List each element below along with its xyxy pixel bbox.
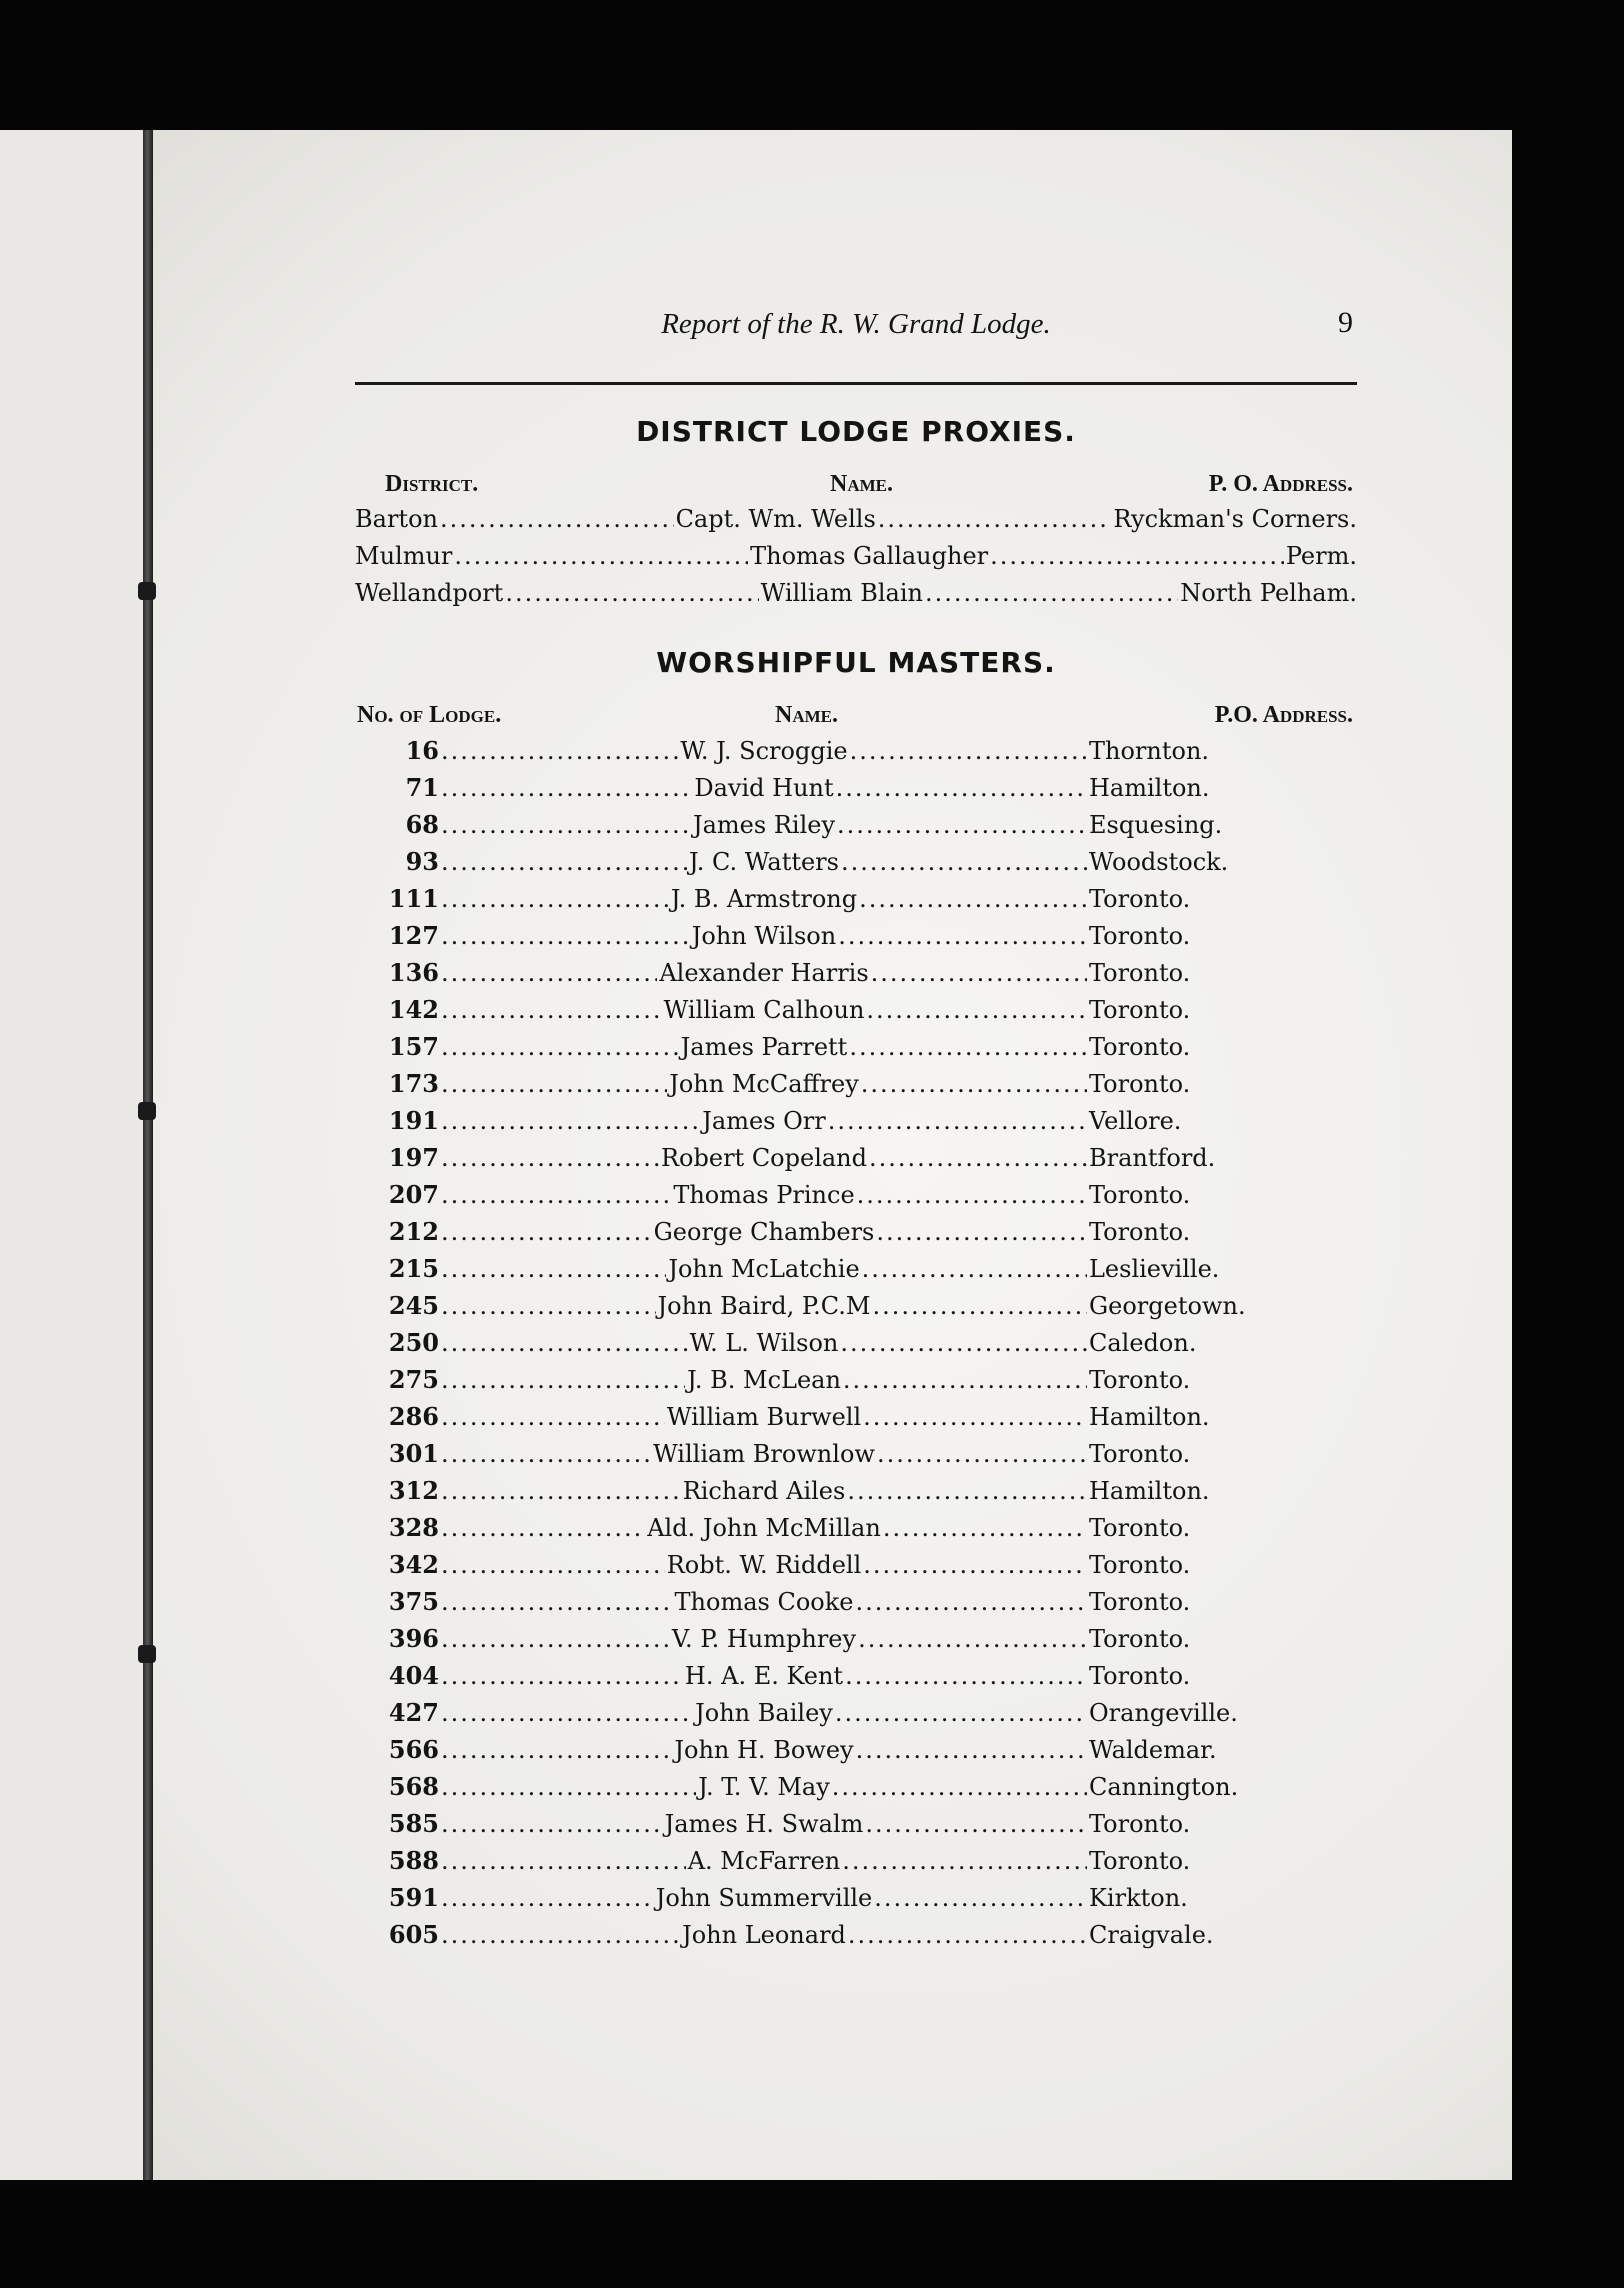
leader-dots [863,1551,1087,1579]
lodge-number-cell: 568 [388,1772,439,1801]
lodge-number-cell: 342 [388,1550,439,1579]
lodge-number-cell: 427 [388,1698,439,1727]
leader-dots [441,1551,665,1579]
address-cell: Leslieville. [1088,1255,1220,1283]
lodge-number-cell: 328 [388,1513,439,1542]
address-cell: Toronto. [1089,1662,1191,1690]
table-row [355,542,1357,579]
leader-dots [441,1292,656,1320]
leader-dots [837,811,1087,839]
address-cell: Toronto. [1089,885,1191,913]
lodge-number-cell: 157 [388,1032,439,1061]
table-row [377,1883,1357,1920]
column-header-lodge-number: No. of Lodge. [357,702,502,728]
address-cell: Toronto. [1088,1181,1191,1209]
name-cell: David Hunt [694,774,834,802]
leader-dots [842,1847,1087,1875]
table-row [377,1180,1357,1217]
table-row [377,1254,1357,1291]
leader-dots [845,1662,1087,1690]
table-row [377,1217,1357,1254]
district-proxies-column-headers [355,471,1357,501]
address-cell: Toronto. [1089,996,1191,1024]
leader-dots [883,1514,1087,1542]
lodge-number-cell: 375 [388,1587,439,1616]
leader-dots [441,1588,673,1616]
address-cell: Vellore. [1089,1107,1182,1135]
name-cell: William Blain [760,579,923,607]
table-row [377,1661,1357,1698]
leader-dots [441,922,690,950]
lodge-number-cell: 68 [405,810,439,839]
table-row [377,1328,1357,1365]
leader-dots [872,1292,1087,1320]
table-row [377,1735,1357,1772]
leader-dots [441,1144,659,1172]
column-header-name: Name. [775,702,838,728]
name-cell: J. C. Watters [689,848,839,876]
name-cell: James Parrett [680,1033,848,1061]
table-row [377,995,1357,1032]
leader-dots [841,848,1087,876]
lodge-number-cell: 605 [388,1920,439,1949]
header-rule [355,382,1357,385]
name-cell: John Baird, P.C.M [657,1292,871,1320]
lodge-number-cell: 275 [388,1365,439,1394]
name-cell: Capt. Wm. Wells [675,505,876,533]
leader-dots [878,505,1112,533]
lodge-number-cell: 588 [388,1846,439,1875]
leader-dots [849,1033,1087,1061]
address-cell: Georgetown. [1088,1292,1246,1320]
table-row [377,1069,1357,1106]
leader-dots [877,1440,1087,1468]
table-row [355,505,1357,542]
leader-dots [838,922,1087,950]
leader-dots [441,1514,645,1542]
address-cell: Toronto. [1088,1218,1191,1246]
address-cell: Hamilton. [1089,1477,1210,1505]
leader-dots [441,848,687,876]
name-cell: Robt. W. Riddell [666,1551,862,1579]
table-row [377,810,1357,847]
leader-dots [847,1477,1087,1505]
table-row [377,958,1357,995]
address-cell: Toronto. [1089,1440,1191,1468]
worshipful-masters-column-headers [355,702,1357,732]
address-cell: Cannington. [1089,1773,1239,1801]
table-row [377,1809,1357,1846]
name-cell: John Summerville [655,1884,873,1912]
address-cell: Toronto. [1088,1847,1191,1875]
leader-dots [441,1107,700,1135]
lodge-number-cell: 591 [388,1883,439,1912]
table-row [377,736,1357,773]
name-cell: Ald. John McMillan [647,1514,881,1542]
table-row [377,921,1357,958]
leader-dots [828,1107,1087,1135]
name-cell: J. B. McLean [687,1366,841,1394]
address-cell: Perm. [1285,542,1357,570]
name-cell: J. B. Armstrong [670,885,858,913]
table-row [377,1846,1357,1883]
name-cell: John McLatchie [668,1255,860,1283]
district-cell: Wellandport [355,579,504,607]
lodge-number-cell: 136 [388,958,439,987]
address-cell: Orangeville. [1088,1699,1238,1727]
leader-dots [850,737,1087,765]
column-header-address: P.O. Address. [1214,702,1353,728]
leader-dots [454,542,748,570]
lodge-number-cell: 566 [388,1735,439,1764]
leader-dots [441,737,678,765]
name-cell: Thomas Cooke [674,1588,854,1616]
address-cell: Toronto. [1088,1625,1191,1653]
lodge-number-cell: 215 [388,1254,439,1283]
leader-dots [843,1366,1087,1394]
address-cell: Toronto. [1089,1033,1191,1061]
table-row [377,1106,1357,1143]
name-cell: James Orr [702,1107,826,1135]
running-title: Report of the R. W. Grand Lodge. [661,308,1051,340]
table-row [377,1920,1357,1957]
leader-dots [866,996,1087,1024]
name-cell: Robert Copeland [660,1144,867,1172]
name-cell: H. A. E. Kent [684,1662,844,1690]
leader-dots [441,996,662,1024]
lodge-number-cell: 212 [388,1217,439,1246]
district-proxies-title: DISTRICT LODGE PROXIES. [636,415,1076,448]
leader-dots [862,1255,1087,1283]
name-cell: James Riley [692,811,836,839]
leader-dots [441,1625,670,1653]
name-cell: John Wilson [691,922,837,950]
binding-gutter [143,130,153,2180]
name-cell: Richard Ailes [682,1477,846,1505]
leader-dots [441,1070,667,1098]
name-cell: William Brownlow [653,1440,875,1468]
table-row [377,1439,1357,1476]
leader-dots [990,542,1284,570]
lodge-number-cell: 16 [405,736,439,765]
leader-dots [441,1477,681,1505]
leader-dots [441,1403,665,1431]
district-cell: Mulmur [355,542,453,570]
address-cell: Hamilton. [1089,1403,1210,1431]
lodge-number-cell: 71 [405,773,439,802]
name-cell: W. L. Wilson [689,1329,839,1357]
name-cell: James H. Swalm [664,1810,864,1838]
address-cell: Esquesing. [1089,811,1223,839]
address-cell: Toronto. [1089,1366,1191,1394]
binding-thread-knot [138,1102,156,1120]
name-cell: J. T. V. May [698,1773,830,1801]
leader-dots [857,1181,1087,1209]
district-proxies-list [355,505,1357,616]
facing-page-edge [0,130,145,2180]
address-cell: Toronto. [1089,1070,1191,1098]
leader-dots [861,1070,1087,1098]
leader-dots [441,1329,688,1357]
address-cell: Craigvale. [1089,1921,1214,1949]
name-cell: W. J. Scroggie [680,737,848,765]
leader-dots [856,1736,1087,1764]
leader-dots [441,811,691,839]
address-cell: Brantford. [1088,1144,1216,1172]
lodge-number-cell: 207 [388,1180,439,1209]
lodge-number-cell: 312 [388,1476,439,1505]
lodge-number-cell: 197 [388,1143,439,1172]
lodge-number-cell: 286 [388,1402,439,1431]
table-row [377,773,1357,810]
table-row [377,1513,1357,1550]
leader-dots [865,1810,1087,1838]
lodge-number-cell: 191 [388,1106,439,1135]
table-row [377,1402,1357,1439]
address-cell: Caledon. [1089,1329,1197,1357]
table-row [377,1365,1357,1402]
column-header-district: District. [385,471,479,497]
leader-dots [441,1662,683,1690]
leader-dots [855,1588,1087,1616]
leader-dots [876,1218,1087,1246]
leader-dots [832,1773,1087,1801]
leader-dots [441,1033,679,1061]
table-row [377,1550,1357,1587]
leader-dots [440,505,674,533]
running-head [355,300,1357,352]
name-cell: Thomas Gallaugher [750,542,989,570]
address-cell: Kirkton. [1089,1884,1188,1912]
table-row [377,1291,1357,1328]
name-cell: John McCaffrey [669,1070,859,1098]
binding-thread-knot [138,582,156,600]
name-cell: John Leonard [682,1921,846,1949]
leader-dots [441,1810,663,1838]
worshipful-masters-list [355,736,1357,1957]
leader-dots [869,1144,1087,1172]
leader-dots [505,579,758,607]
address-cell: Toronto. [1089,1588,1191,1616]
lodge-number-cell: 404 [388,1661,439,1690]
leader-dots [441,1181,671,1209]
page-content [355,300,1357,1957]
address-cell: Toronto. [1089,1810,1191,1838]
name-cell: John Bailey [695,1699,833,1727]
leader-dots [863,1403,1087,1431]
lodge-number-cell: 245 [388,1291,439,1320]
leader-dots [441,1440,651,1468]
address-cell: North Pelham. [1180,579,1357,607]
name-cell: John H. Bowey [674,1736,854,1764]
lodge-number-cell: 396 [388,1624,439,1653]
leader-dots [840,1329,1087,1357]
leader-dots [441,1773,696,1801]
binding-thread-knot [138,1645,156,1663]
worshipful-masters-title: WORSHIPFUL MASTERS. [656,646,1056,679]
leader-dots [441,1921,680,1949]
lodge-number-cell: 111 [388,884,439,913]
lodge-number-cell: 301 [388,1439,439,1468]
name-cell: V. P. Humphrey [671,1625,857,1653]
table-row [377,1587,1357,1624]
lodge-number-cell: 585 [388,1809,439,1838]
name-cell: Thomas Prince [673,1181,855,1209]
leader-dots [441,1255,666,1283]
lodge-number-cell: 93 [405,847,439,876]
table-row [377,1476,1357,1513]
table-row [377,1143,1357,1180]
address-cell: Thornton. [1089,737,1210,765]
lodge-number-cell: 127 [388,921,439,950]
leader-dots [871,959,1087,987]
leader-dots [874,1884,1087,1912]
leader-dots [836,774,1087,802]
leader-dots [858,1625,1087,1653]
table-row [377,1624,1357,1661]
page-number: 9 [1338,306,1353,339]
leader-dots [441,1884,654,1912]
lodge-number-cell: 173 [388,1069,439,1098]
table-row [377,1772,1357,1809]
name-cell: William Burwell [666,1403,862,1431]
leader-dots [441,1847,686,1875]
leader-dots [441,1218,652,1246]
name-cell: George Chambers [653,1218,875,1246]
leader-dots [441,1366,685,1394]
address-cell: Toronto. [1089,1514,1191,1542]
district-cell: Barton [355,505,438,533]
leader-dots [859,885,1087,913]
leader-dots [441,1736,672,1764]
leader-dots [848,1921,1087,1949]
address-cell: Ryckman's Corners. [1113,505,1357,533]
table-row [355,579,1357,616]
address-cell: Toronto. [1089,922,1191,950]
lodge-number-cell: 250 [388,1328,439,1357]
leader-dots [441,959,657,987]
leader-dots [441,774,692,802]
address-cell: Toronto. [1088,959,1191,987]
column-header-name: Name. [830,471,893,497]
leader-dots [925,579,1178,607]
name-cell: William Calhoun [663,996,865,1024]
address-cell: Waldemar. [1088,1736,1217,1764]
table-row [377,1032,1357,1069]
table-row [377,847,1357,884]
leader-dots [441,885,669,913]
address-cell: Toronto. [1088,1551,1191,1579]
name-cell: Alexander Harris [659,959,869,987]
lodge-number-cell: 142 [388,995,439,1024]
leader-dots [441,1699,693,1727]
table-row [377,1698,1357,1735]
column-header-address: P. O. Address. [1208,471,1353,497]
address-cell: Hamilton. [1088,774,1210,802]
leader-dots [835,1699,1087,1727]
table-row [377,884,1357,921]
address-cell: Woodstock. [1088,848,1229,876]
name-cell: A. McFarren [687,1847,841,1875]
